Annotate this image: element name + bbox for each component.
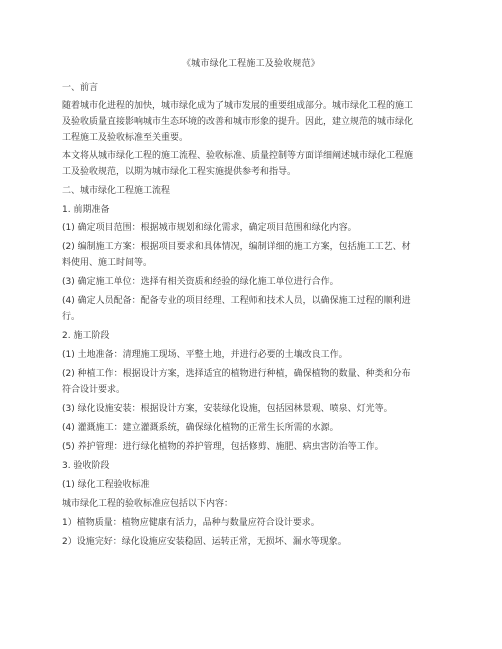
list-item: (3) 确定施工单位：选择有相关资质和经验的绿化施工单位进行合作。: [62, 277, 339, 287]
list-item: (5) 养护管理：进行绿化植物的养护管理，包括修剪、施肥、病虫害防治等工作。: [62, 442, 384, 452]
list-item: 2）设施完好：绿化设施应安装稳固、运转正常，无损坏、漏水等现象。: [62, 537, 347, 547]
list-item-continuation: 料使用、施工时间等。: [62, 258, 153, 268]
section-heading-process: 二、城市绿化工程施工流程: [62, 186, 171, 196]
paragraph-line: 工程施工及验收标准至关重要。: [62, 133, 189, 143]
paragraph-line: 城市绿化工程的验收标准应包括以下内容：: [62, 499, 234, 509]
list-item: (3) 绿化设施安装：根据设计方案，安装绿化设施，包括园林景观、喷泉、灯光等。: [62, 404, 393, 414]
paragraph-line: 本文将从城市绿化工程的施工流程、验收标准、质量控制等方面详细阐述城市绿化工程施: [62, 151, 414, 161]
subsection-heading: 1. 前期准备: [62, 205, 110, 215]
list-item: (2) 种植工作：根据设计方案，选择适宜的植物进行种植，确保植物的数量、种类和分布: [62, 369, 411, 379]
list-item: (1) 土地准备：清理施工现场、平整土地，并进行必要的土壤改良工作。: [62, 350, 348, 360]
paragraph-line: 随着城市化进程的加快，城市绿化成为了城市发展的重要组成部分。城市绿化工程的施工: [62, 101, 414, 111]
paragraph-line: 工及验收规范，以期为城市绿化工程实施提供参考和指导。: [62, 167, 297, 177]
subsection-heading: 3. 验收阶段: [62, 461, 110, 471]
list-item: 1）植物质量：植物应健康有活力，品种与数量应符合设计要求。: [62, 518, 320, 528]
paragraph-line: 及验收质量直接影响城市生态环境的改善和城市形象的提升。因此，建立规范的城市绿化: [62, 117, 414, 127]
list-item-continuation: 行。: [62, 312, 81, 322]
list-item: (4) 灌溉施工：建立灌溉系统，确保绿化植物的正常生长所需的水源。: [62, 423, 339, 433]
list-item: (1) 绿化工程验收标准: [62, 480, 150, 490]
list-item: (4) 确定人员配备：配备专业的项目经理、工程师和技术人员，以确保施工过程的顺利进: [62, 296, 411, 306]
document-title: 《城市绿化工程施工及验收规范》: [181, 59, 320, 69]
section-heading-preface: 一、前言: [62, 83, 99, 93]
list-item-continuation: 符合设计要求。: [62, 385, 126, 395]
list-item: (1) 确定项目范围：根据城市规划和绿化需求，确定项目范围和绿化内容。: [62, 223, 357, 233]
subsection-heading: 2. 施工阶段: [62, 331, 110, 341]
list-item: (2) 编制施工方案：根据项目要求和具体情况，编制详细的施工方案，包括施工工艺、材: [62, 242, 411, 252]
